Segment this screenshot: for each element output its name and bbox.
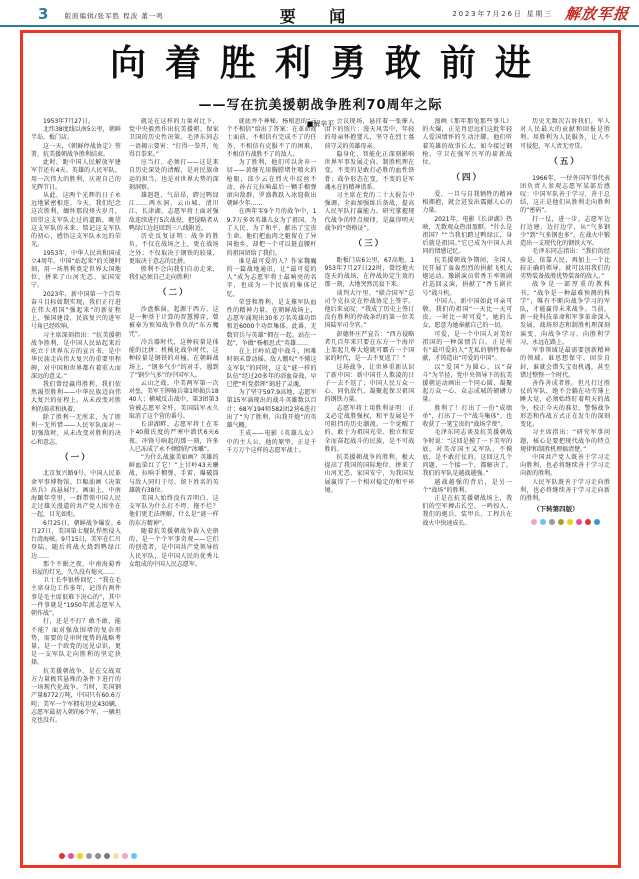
article-columns [31, 118, 610, 852]
registration-dot [59, 853, 65, 859]
article-headline: 向着胜利勇敢前进 [109, 43, 550, 84]
registration-dot [104, 853, 110, 859]
article-paragraph: 战争是一部厚重的教科书。“战争是一种最难预测的科学”，唯有不断向战争学习的军队，才能赢得未来战争。当前，新一轮科技革命和军事革命深入发展，战场形态和制胜机理深刻演变，向战争学习、向胜利学习，永远在路上。 [520, 281, 610, 346]
article-paragraph: 北京复兴路9号，中国人民革命军事博物馆。巨幅油画《决策出兵》高悬展厅。画面上，中南海颐年堂里，一群带领中国人民走过雄关漫道的共产党人围坐在一起，目光如炬。 [31, 470, 121, 519]
registration-dot [549, 519, 555, 525]
registration-dot [594, 519, 600, 525]
registration-dot [585, 519, 591, 525]
article-paragraph: 卫士长李银桥回忆：“我在毛主席身边工作多年，记得有两件事是毛主席很难下决心的”，其中一件事就是“1950年派志愿军入朝作战”。 [31, 577, 121, 618]
article-frame [20, 30, 621, 868]
color-registration-marks-left [59, 853, 137, 859]
article-paragraph: 谈判大厅里，“联合国军”总司令克拉克在停战协定上签字。他后来哀叹：“我成了历史上签订没有胜利的停战条约的第一位美国陆军司令官。” [324, 289, 415, 330]
article-paragraph: 爱，一旦与自我牺牲的精神相拥抱，就会迸发出震撼人心的力量。 [422, 190, 513, 215]
article-paragraph: 冷兵器时代，这种较量是体能的比拼；机械化战争时代，这种较量是钢铁的对撞。在朝鲜战场上，“钢多气少”的对手，遇到了“钢少气多”的中国军人。 [128, 338, 219, 379]
registration-dot [77, 853, 83, 859]
section-marker: （三） [353, 239, 386, 250]
color-registration-marks-right [520, 519, 610, 525]
article-paragraph: 应当打、必须打——这是来自历史深处的清醒，是对民族命运的担当，也是对世界大势的深刻洞察。 [128, 159, 219, 191]
section-marker: （二） [157, 288, 190, 299]
article-paragraph: 中国人、新中国如此可亲可敬。我们的祖国“一天比一天可贵，一时比一时可爱”，她的儿女，愿意为她奉献自己的一切。 [422, 297, 513, 330]
article-paragraph: 毛泽东同志指出：“我们的经验是，依靠人民，再加上一个比较正确的领导，就可以用我们的劣势装备战胜优势装备的敌人。” [520, 248, 610, 281]
article-paragraph: 打，还是不打？敢不敢，能不能？面对强敌围堵的复杂形势，需要的是审时度势的战略考量，是一个政党的远见卓识，更是一支军队走向胜利的坚定抉择。 [31, 618, 121, 667]
article-paragraph: 志愿军将士用胜利证明：正义必定战胜强权，和平发展是不可阻挡的历史潮流。一个觉醒了的、敢于为祖国光荣、独立和安全而奋起战斗的民族，是不可战胜的。 [324, 404, 415, 453]
article-paragraph: 习主席指出：“研究军事问题，核心是要把现代战争的特点规律和制胜机理搞清楚。” [520, 429, 610, 453]
article-paragraph: 除了胜利一无所求，为了胜利一无所惜——人民军队面对一切强敌时，从未改变对胜利的决心和意志。 [31, 413, 121, 446]
article-paragraph: 抗美援朝战争，是在交战双方力量极其悬殊的条件下进行的一场现代化战争。当时，美国钢产量8772万吨，中国只有60.6万吨；美军一个军拥有坦克430辆，志愿军最初入朝的6个军，一辆坦克也没有。 [31, 667, 121, 724]
article-paragraph: 王成——电影《英雄儿女》中的主人公，他的原型，正是千千万万个这样的志愿军战士。 [226, 430, 317, 454]
article-paragraph: 彭德怀庄严宣告：“西方侵略者几百年来只要在东方一个海岸上架起几尊大炮就可霸占一个国家的时代，是一去不复返了！” [324, 330, 415, 363]
article-paragraph: 历史无数次告诉我们，军人对人民最大的贡献和回报是胜利。用胜利为人民服务，让人不可侵犯，军人责无旁贷。 [520, 118, 610, 150]
registration-dot [531, 519, 537, 525]
section-marker: （五） [549, 156, 581, 167]
article-paragraph: 隐身化、智能化正深刻影响世界军事发展走向。制胜机理在变，不变的是敢打必胜的血性铁骨；战争形态在变，不变的是军魂永在的精神谱系。 [324, 150, 415, 191]
registration-dot [540, 519, 546, 525]
article-paragraph: 这一天，《朝鲜停战协定》签署，抗美援朝战争胜利结束。 [31, 142, 121, 158]
page-header [0, 0, 639, 27]
registration-dot [86, 853, 92, 859]
article-paragraph: 可爱，是一个中国人对美好祖国的一种深情告白。正是所有“最可爱的人”无私的牺牲和奉献，才铸造出“可爱的中国”。 [422, 330, 513, 363]
article-paragraph: 打一仗，进一步。志愿军边打边建、边打边学，从“气多钢少”到“气多钢也多”，在战火中锻造出一支现代化的钢铁大军。 [520, 215, 610, 248]
article-paragraph: 善作善成者胜。但凡打过胜仗的军队，绝不会躺在功劳簿上睡大觉，必须始终盯着明天的战争，校正今天的准星，警惕战争形态和作战方式正在发生的深刻变化。 [520, 379, 610, 429]
registration-dot [95, 853, 101, 859]
continuation-note: （下转第四版） [533, 505, 579, 514]
article-column-5 [422, 118, 512, 852]
article-paragraph: 距板门店6公里，67高地。1953年7月27日22时，曾经炮火连天的战场，在停战协定生效的那一刻，大地突然沉寂下来。 [324, 256, 415, 289]
registration-dot [113, 853, 119, 859]
article-paragraph: 那个不眠之夜，中南海菊香书屋的灯光，久久没有熄灭…… [31, 560, 121, 577]
article-column-6 [520, 118, 610, 852]
article-paragraph: 在两年零9个月的战争中，19.7万多名英雄儿女为了祖国、为了人民、为了和平，献出了宝贵生命。他们把血肉之躯留在了异国他乡，却把一个可以挺直腰杆的祖国留给了我们。 [226, 208, 317, 257]
article-column-2 [129, 118, 219, 852]
article-paragraph: 云山之战，中美两军第一次对垒，美军王牌骑兵第1师损兵1840人；横城反击战中，第3团第3营被志愿军全歼，美国陆军永久取消了这个营的番号。 [128, 379, 219, 420]
article-paragraph: 沙盘推演，起源于西方。这是一种基于计算的智慧博弈，曾被奉为预知战争胜负的“东方魔咒”。 [128, 306, 219, 338]
article-paragraph: 长津湖畔，志愿军将士在零下40摄氏度的严寒中潜伏6天6夜。冲锋号响起的那一刻，许多人已冻成了永不倾倒的“冰雕”。 [128, 421, 219, 453]
article-paragraph: 在上甘岭坑道中战斗，困难时刻未曾动摇。敌人慨叹“不懂这支军队”的同时，这支“谜一样的队伍”经过20多年的浴血奋战，早已把“听党指挥”刻进了灵魂。 [226, 348, 317, 388]
article-byline: ■解辛平 [306, 119, 335, 128]
article-paragraph: 军事领域是最需要创新精神的领域。谁思想保守、固步自封，谁就会错失宝贵机遇，甚至错过整整一个时代。 [520, 347, 610, 379]
article-paragraph: 从此，这两个光辉的日子永远地紧密相连。今天，我们纪念这次胜利，缅怀那段烽火岁月，回望这支军队走过的道路，眺望这支军队的未来，铭记这支军队的初心，感悟这支军队永远的荣光。 [31, 191, 121, 249]
article-paragraph: 会议现场，悬挂着一张催人泪下的照片：漫天风雪中，年轻的母亲怀抱婴儿，坚守在烈士墓前守灵的英雄母亲。 [324, 118, 415, 150]
article-paragraph: 2021年，电影《长津湖》热映，无数观众热泪盈眶。“什么是祖国？”“当我们跨过鸭绿江，身后就是祖国。”它已成为中国人共同的情感记忆。 [422, 215, 513, 256]
section-marker: （一） [60, 452, 92, 463]
dateline: 2023年7月26日 星期三 [452, 10, 553, 18]
article-paragraph: 正是在抗美援朝战场上，我们的空军搏击长空、一鸣惊人，我们的炮兵、装甲兵、工程兵在战火中快速成长。 [422, 495, 513, 527]
article-paragraph: 胜利了！打出了一份“成绩单”，打出了一个“战斗集体”，也收获了一笔宝贵的“战场学费”。 [422, 404, 513, 429]
article-paragraph: 中国共产党人既善于学习走向胜利，也必将继续善于学习走向新的胜利。 [520, 453, 610, 478]
registration-dot [567, 519, 573, 525]
article-paragraph: 谁是最可爱的人？作家魏巍的一篇战地通讯，让“最可爱的人”成为志愿军将士最响亮的名字，也成为一个民族的集体记忆。 [226, 257, 317, 298]
section-title: 要 闻 [279, 7, 360, 26]
article-paragraph: 1966年，一位外国军事代表团负责人参观志愿军某部后感叹：中国军队善于学习、善于总结，这正是他们从胜利走向胜利的“密码”。 [520, 174, 610, 215]
article-paragraph: 2023年，新中国第一个百年奋斗目标如期实现，我们正行进在伟大祖国“强起来”的新征程上，强国建设、民族复兴的进军号角已经吹响。 [31, 290, 121, 331]
article-paragraph: 美国人始终没有弄明白，这支军队为什么打不垮、拖不烂？他们更无法理解，什么是“谜一样的东方精神”。 [128, 495, 219, 527]
article-paragraph: 人民军队既善于学习走向胜利，也必将继续善于学习走向新的胜利。 [520, 478, 610, 503]
article-paragraph: 随着抗美援朝战争载入史册的，是一个个军事奇观——它们的创造者，是中国共产党领导的人民军队，是中国人民的优秀儿女组成的中国人民志愿军。 [128, 527, 219, 568]
article-paragraph: 胜利不会向我们自动走来，我们必须自己走向胜利！ [128, 265, 219, 282]
article-paragraph: 毛泽东同志谈及抗美援朝战争时说：“这回是摸了一下美军的底。对美帝国主义军队，不摸底，是不敢打仗的。这回这几个问题，一个接一个，都解决了。我们的军队是越战越强。” [422, 429, 513, 478]
article-paragraph: 谜底并不神秘。杨根思的“三个不相信”给出了答案：在革命战士面前，不相信有完成不了的任务，不相信有克服不了的困难，不相信有战胜不了的敌人。 [226, 118, 317, 158]
section-marker: （四） [451, 173, 483, 184]
registration-dot [576, 519, 582, 525]
registration-dot [131, 853, 137, 859]
article-paragraph: “为什么战旗美如画？英雄的鲜血染红了它！”上甘岭43天鏖战，拉响手榴弹、手雷、爆破筒与敌人同归于尽，留下姓名的英雄就有38位。 [128, 453, 219, 494]
article-paragraph: 为了胜利，他们可以舍弃一切——黄继光用胸膛堵住喷火的枪眼，邱少云在烈火中纹丝不动，孙占元拉响最后一颗手榴弹滚向敌群，罗盛教跃入冰窟救出朝鲜少年…… [226, 159, 317, 208]
article-paragraph: 6月25日，朝鲜战争爆发。6月27日，美国第七舰队悍然侵入台湾海峡。9月15日，美军在仁川登陆，随后将战火烧到鸭绿江边…… [31, 519, 121, 560]
article-paragraph: 漫画《那年那兔那些事儿》的火爆，正是肖思远们这批年轻人爱国情怀的生动注脚。他们听着英雄的故事长大，如今接过钢枪，守卫在强军兴军的崭新战位。 [422, 118, 513, 167]
article-paragraph: 抗美援朝战争的胜利，极大提高了我国的国际地位，拼来了山河无恙、家国安宁，为我国发展赢得了一个相对稳定的和平环境。 [324, 453, 415, 494]
article-paragraph: 此时，距中国人民解放军建军节还有4天。英雄的人民军队，用一次伟大的胜利，庆祝自己的光辉节日。 [31, 159, 121, 191]
article-paragraph: 1953年，中华人民共和国成立4周年。中国“站起来”的关键时刻，用一场胜利奠定世界大国地位，拼来了山河无恙、家国安宁。 [31, 249, 121, 290]
article-paragraph: 为了坚守597.9高地，志愿军第15军涌现出的战斗英雄数以百计；68军194师582团2营6连打出了“为了胜利，向我开炮”的英雄气概。 [226, 389, 317, 430]
article-paragraph: 习主席深刻指出：“抗美援朝战争胜利，是中国人民站起来后屹立于世界东方的宣言书，是中华民族走向伟大复兴的重要里程碑，对中国和世界都有着重大而深远的意义。” [31, 331, 121, 380]
article-column-4 [324, 118, 414, 852]
registration-dot [68, 853, 74, 859]
article-paragraph: 雄赳赳，气昂昂，跨过鸭绿江……两水洞、云山城、清川江、长津湖，志愿军将士面对强敌连续进行5次战役，把侵略者从鸭绿江边赶回到三八线附近。 [128, 191, 219, 232]
article-paragraph: 习主席在党的二十大报告中强调，全面加强练兵备战，提高人民军队打赢能力。研究掌握现代战争的特点规律，是赢得明天战争的“资格证”。 [324, 191, 415, 232]
article-subtitle: ——写在抗美援朝战争胜利70周年之际 [198, 97, 443, 113]
registration-dot [558, 519, 564, 525]
editors-credit: 版面编辑/张军胜 程波 董一鸣 [64, 12, 164, 20]
article-paragraph: 荣誉和胜利，是支撑军队血性的精神力量。在朝鲜战场上，志愿军涌现出30多万名英雄功臣和近6000个功臣集体。此番，无数官兵与英雄“拥在一起、站在一起”，争做“杨根思式”英雄…… [226, 298, 317, 347]
article-column-3 [227, 118, 317, 852]
article-paragraph: 就是在这样的力量对比下，党中央毅然作出抗美援朝、保家卫国的历史性决策。毛泽东同志一语揭示要害：“打得一拳开，免得百拳来。” [128, 118, 219, 158]
article-column-1 [31, 118, 121, 852]
registration-dot [122, 853, 128, 859]
article-paragraph: 历史反复证明：战争的胜负，不仅在战场之上，更在战场之外；不仅取决于钢铁的较量，更取决于意志的比拼。 [128, 233, 219, 265]
page-number: 3 [38, 5, 49, 23]
masthead-logo: 解放军报 [564, 5, 630, 23]
article-paragraph: 我们曾经赢得胜利，我们依然渴望胜利——中华民族迈向伟大复兴的征程上，从未改变对胜利的渴求和执着。 [31, 381, 121, 413]
article-paragraph: 越战越强的背后，是另一个“战场”的胜利。 [422, 478, 513, 494]
article-paragraph: 1953年7月27日。 [43, 118, 94, 125]
article-paragraph: 北纬38度线以南5公里，朝鲜半岛，板门店。 [31, 126, 121, 142]
article-paragraph: 抗美援朝战争期间，全国人民开展了轰轰烈烈的捐献飞机大炮运动。豫剧演员常香玉率领剧社巡回义演，捐献了“香玉剧社号”战斗机。 [422, 256, 513, 297]
article-paragraph: 这场战争，让世界重新认识了新中国：新中国任人欺凌的日子一去不返了；中国人民万众一心、同仇敌忾，凝聚起保卫祖国的钢铁力量。 [324, 363, 415, 404]
article-paragraph: 以“爱国”为圆心，以“奋斗”为半径，党中央领导下的抗美援朝运动画出一个同心圆，凝聚起万众一心、众志成城的磅礴力量。 [422, 363, 513, 404]
